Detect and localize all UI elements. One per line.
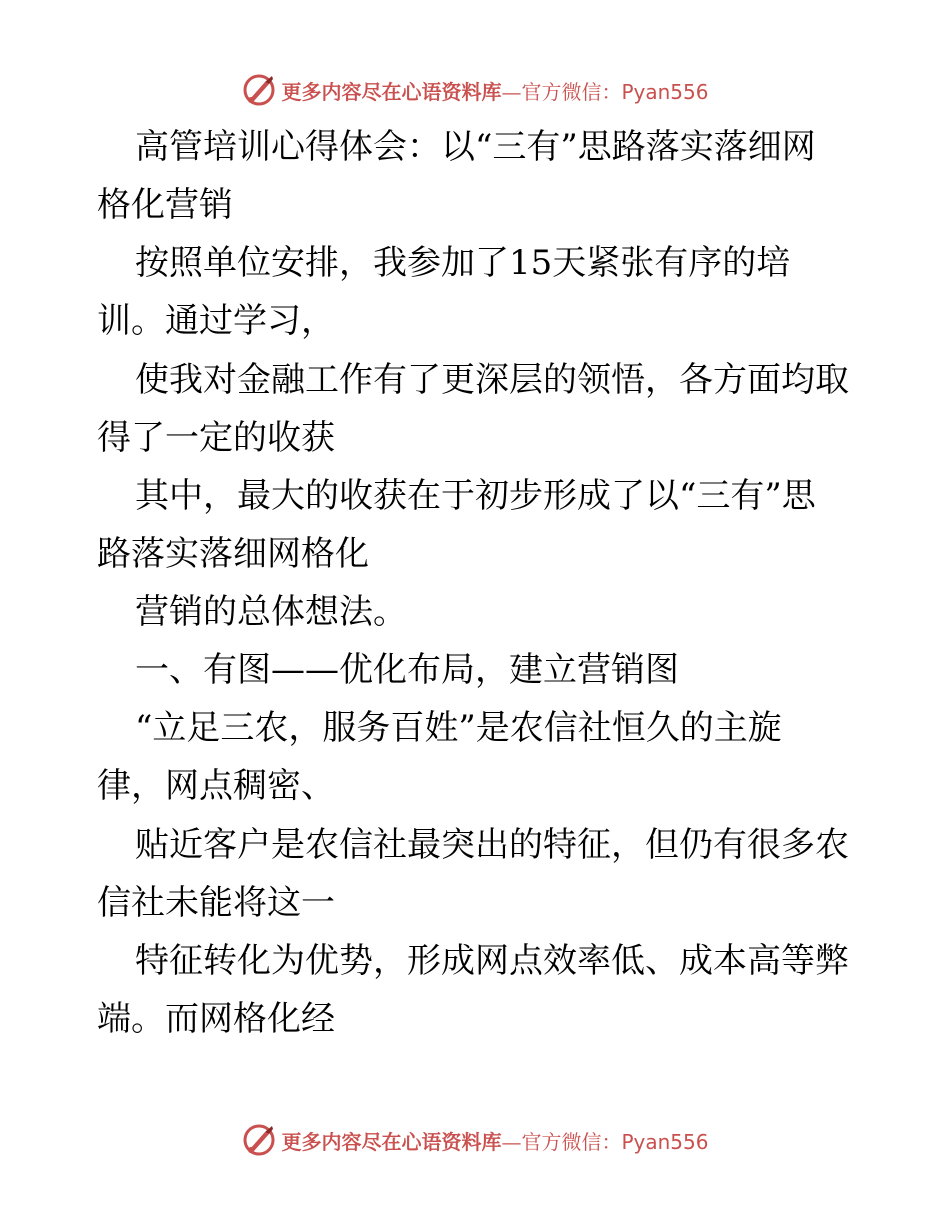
- body-line: 训。通过学习，: [97, 301, 335, 341]
- footer-contact-text: 官方微信：Pyan556: [521, 1129, 709, 1154]
- header-brand-text: 更多内容尽在心语资料库: [281, 79, 502, 104]
- body-line: 贴近客户是农信社最突出的特征，但仍有很多农: [135, 825, 849, 865]
- body-line: 端。而网格化经: [97, 999, 335, 1039]
- footer-banner-text: [281, 1126, 708, 1155]
- body-line: “立足三农，服务百姓”是农信社恒久的主旋: [135, 708, 782, 748]
- brush-logo-icon: [241, 72, 277, 108]
- section-heading: 一、有图——优化布局，建立营销图: [135, 650, 679, 690]
- body-line: 律，网点稠密、: [97, 766, 335, 806]
- header-separator: —: [501, 79, 522, 104]
- body-line: 高管培训心得体会：以“三有”思路落实落细网: [135, 127, 816, 167]
- footer-brand-text: 更多内容尽在心语资料库: [281, 1129, 502, 1154]
- body-line: 使我对金融工作有了更深层的领悟，各方面均取: [135, 360, 849, 400]
- body-line: 得了一定的收获: [97, 418, 335, 458]
- body-line: 格化营销: [97, 185, 233, 225]
- header-banner: [0, 70, 950, 110]
- footer-separator: —: [501, 1129, 522, 1154]
- body-line: 信社未能将这一: [97, 883, 335, 923]
- body-line: 其中，最大的收获在于初步形成了以“三有”思: [135, 476, 816, 516]
- body-line: 路落实落细网格化: [97, 534, 369, 574]
- body-line: 按照单位安排，我参加了15天紧张有序的培: [135, 243, 791, 283]
- body-line: 营销的总体想法。: [135, 592, 407, 632]
- body-line: 特征转化为优势，形成网点效率低、成本高等弊: [135, 941, 849, 981]
- header-banner-text: [281, 76, 708, 105]
- brush-logo-icon: [241, 1122, 277, 1158]
- header-contact-text: 官方微信：Pyan556: [521, 79, 709, 104]
- footer-banner: [0, 1120, 950, 1160]
